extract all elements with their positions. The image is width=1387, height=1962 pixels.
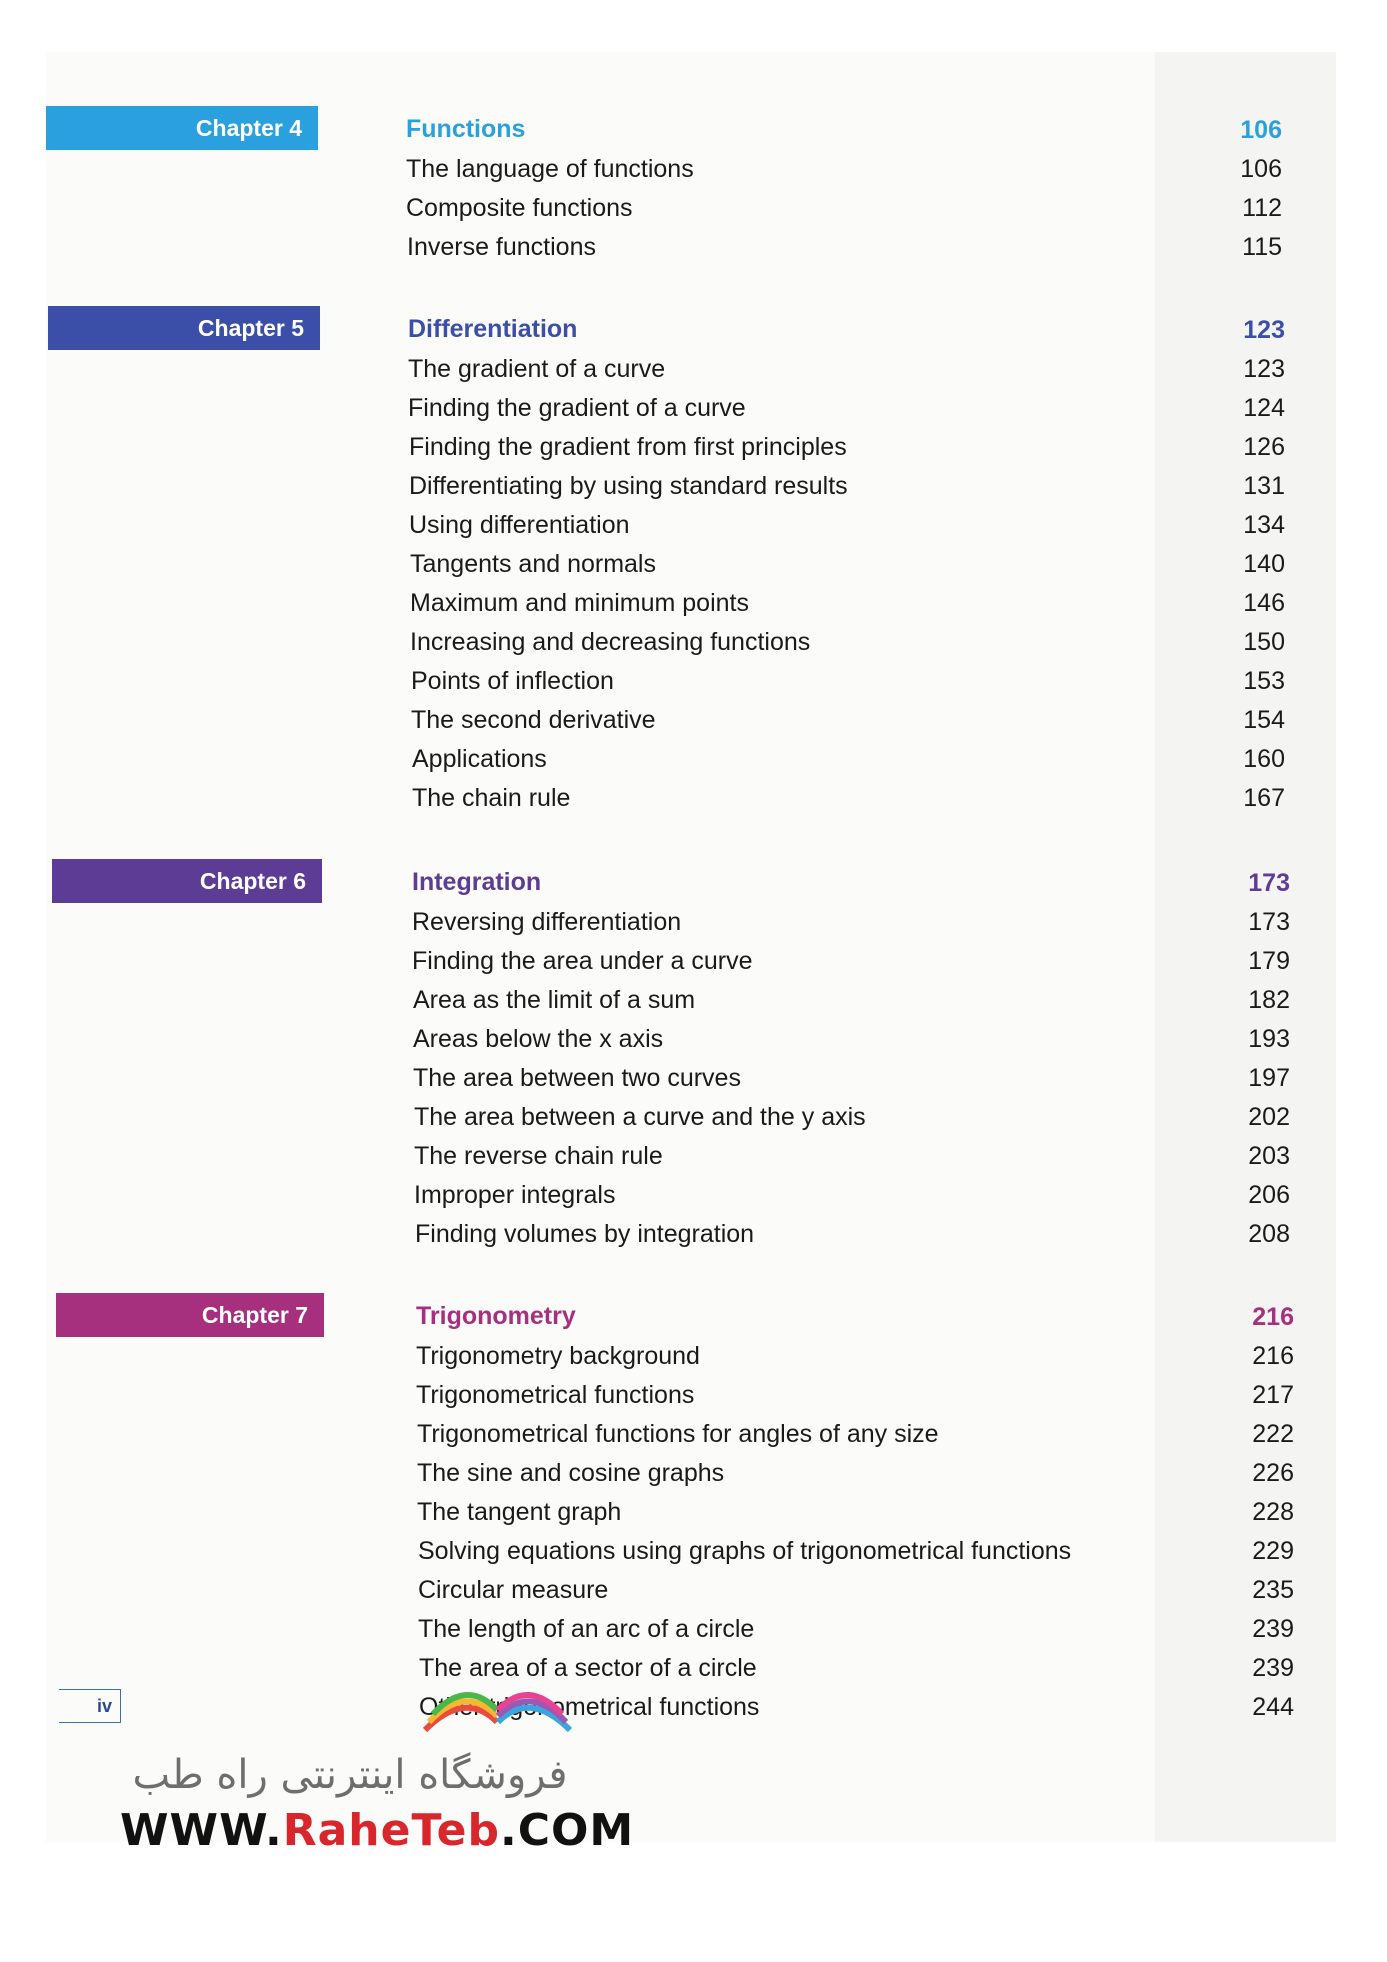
toc-entry-page: 228: [1252, 1498, 1294, 1526]
toc-entry-title: Using differentiation: [409, 511, 630, 539]
toc-entry-title: Finding the gradient from first principles: [409, 433, 847, 461]
toc-entry-page: 123: [1243, 355, 1285, 383]
toc-entry-page: 153: [1243, 667, 1285, 695]
toc-entry-page: 124: [1243, 394, 1285, 422]
chapter-label: Chapter 4: [46, 106, 318, 150]
toc-entry-title: The area between two curves: [413, 1064, 741, 1092]
chapter-title: Trigonometry: [416, 1302, 576, 1330]
toc-entry-title: Finding the gradient of a curve: [408, 394, 746, 422]
toc-entry-page: 235: [1252, 1576, 1294, 1604]
toc-entry-page: 222: [1252, 1420, 1294, 1448]
toc-entry-title: Points of inflection: [411, 667, 614, 695]
toc-entry-page: 239: [1252, 1615, 1294, 1643]
toc-entry-page: 160: [1243, 745, 1285, 773]
chapter-title: Differentiation: [408, 315, 578, 343]
toc-entry-title: The language of functions: [406, 155, 694, 183]
toc-entry-title: Composite functions: [406, 194, 633, 222]
toc-entry-page: 206: [1248, 1181, 1290, 1209]
toc-entry-title: Trigonometry background: [416, 1342, 700, 1370]
toc-entry-page: 154: [1243, 706, 1285, 734]
toc-entry-page: 115: [1242, 233, 1282, 261]
toc-entry-page: 134: [1243, 511, 1285, 539]
toc-entry-page: 179: [1248, 947, 1290, 975]
toc-entry-title: Area as the limit of a sum: [413, 986, 696, 1014]
toc-entry-page: 193: [1248, 1025, 1290, 1053]
toc-entry-page: 239: [1252, 1654, 1294, 1682]
watermark-url-suffix: .COM: [499, 1805, 635, 1856]
toc-entry-title: Solving equations using graphs of trigonometrical functions: [418, 1537, 1072, 1565]
toc-entry-title: The length of an arc of a circle: [418, 1615, 755, 1643]
toc-entry-page: 208: [1248, 1220, 1290, 1248]
chapter-label: Chapter 5: [48, 306, 320, 350]
chapter-page-number: 123: [1243, 316, 1285, 344]
toc-entry-title: Maximum and minimum points: [410, 589, 749, 617]
toc-entry-title: The second derivative: [411, 706, 656, 734]
chapter-page-number: 106: [1240, 116, 1282, 144]
toc-entry-page: 112: [1242, 194, 1282, 222]
watermark-url-prefix: WWW.: [120, 1805, 283, 1856]
toc-entry-title: Areas below the x axis: [413, 1025, 664, 1053]
toc-entry-page: 146: [1243, 589, 1285, 617]
toc-entry-title: Increasing and decreasing functions: [410, 628, 811, 656]
toc-entry-title: Circular measure: [418, 1576, 609, 1604]
toc-entry-page: 197: [1248, 1064, 1290, 1092]
toc-entry-page: 216: [1252, 1342, 1294, 1370]
chapter-title: Integration: [412, 868, 542, 896]
toc-entry-title: Applications: [412, 745, 547, 773]
page-number: iv: [59, 1689, 121, 1723]
toc-entry-title: The area of a sector of a circle: [419, 1654, 757, 1682]
toc-entry-page: 106: [1240, 155, 1282, 183]
toc-entry-title: Inverse functions: [407, 233, 596, 261]
toc-entry-title: The chain rule: [412, 784, 571, 812]
toc-entry-page: 203: [1248, 1142, 1290, 1170]
toc-entry-title: The sine and cosine graphs: [417, 1459, 725, 1487]
toc-entry-title: The area between a curve and the y axis: [414, 1103, 866, 1131]
toc-entry-title: The gradient of a curve: [408, 355, 666, 383]
toc-entry-page: 150: [1243, 628, 1285, 656]
watermark-url-brand: RaheTeb: [282, 1805, 500, 1856]
toc-entry-page: 126: [1243, 433, 1285, 461]
toc-entry-title: Improper integrals: [414, 1181, 616, 1209]
toc-entry-title: Differentiating by using standard results: [409, 472, 848, 500]
toc-entry-page: 202: [1248, 1103, 1290, 1131]
toc-entry-page: 131: [1243, 472, 1285, 500]
book-logo-icon: [415, 1660, 580, 1740]
toc-entry-page: 182: [1248, 986, 1290, 1014]
watermark-persian-text: فروشگاه اینترنتی راه طب: [132, 1752, 568, 1798]
toc-entry-page: 167: [1243, 784, 1285, 812]
toc-entry-page: 217: [1252, 1381, 1294, 1409]
toc-entry-title: Tangents and normals: [410, 550, 656, 578]
watermark-url: [120, 1805, 634, 1856]
toc-entry-title: Trigonometrical functions for angles of any size: [417, 1420, 939, 1448]
toc-entry-title: Finding volumes by integration: [415, 1220, 755, 1248]
chapter-title: Functions: [406, 115, 526, 143]
toc-entry-title: Trigonometrical functions: [416, 1381, 695, 1409]
chapter-label: Chapter 6: [52, 859, 322, 903]
toc-entry-title: Finding the area under a curve: [412, 947, 753, 975]
toc-entry-page: 173: [1248, 908, 1290, 936]
toc-entry-title: Other trigonometrical functions: [419, 1693, 760, 1721]
chapter-page-number: 216: [1252, 1303, 1294, 1331]
toc-entry-title: Reversing differentiation: [412, 908, 682, 936]
chapter-page-number: 173: [1248, 869, 1290, 897]
toc-entry-page: 229: [1252, 1537, 1294, 1565]
toc-entry-page: 226: [1252, 1459, 1294, 1487]
chapter-label: Chapter 7: [56, 1293, 324, 1337]
toc-entry-title: The reverse chain rule: [414, 1142, 663, 1170]
toc-entry-title: The tangent graph: [417, 1498, 622, 1526]
toc-entry-page: 244: [1252, 1693, 1294, 1721]
toc-entry-page: 140: [1243, 550, 1285, 578]
